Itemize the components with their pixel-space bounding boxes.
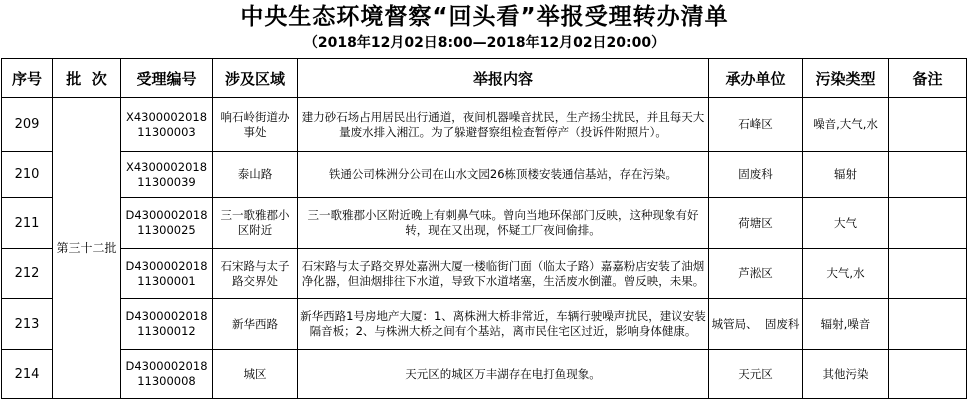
row-unit: 芦淞区 <box>709 249 803 299</box>
row-unit: 石峰区 <box>709 98 803 152</box>
row-unit: 天元区 <box>709 350 803 399</box>
table-row <box>2 249 967 299</box>
header-index: 序号 <box>2 59 53 98</box>
row-area: 响石岭街道办事处 <box>213 98 298 152</box>
row-id: D430000201811300012 <box>121 299 213 350</box>
row-content: 铁通公司株洲分公司在山水文园26栋顶楼安装通信基站，存在污染。 <box>298 152 709 198</box>
batch-cell: 第三十二批 <box>53 98 121 399</box>
table-header-row <box>2 59 967 98</box>
row-pollution: 噪音,大气,水 <box>803 98 889 152</box>
row-area: 三一歌雅郡小区附近 <box>213 198 298 249</box>
header-area: 涉及区域 <box>213 59 298 98</box>
row-content: 天元区的城区万丰湖存在电打鱼现象。 <box>298 350 709 399</box>
report-table <box>1 58 967 399</box>
page-subtitle: （2018年12月02日8:00—2018年12月02日20:00） <box>303 35 666 51</box>
page-title: 中央生态环境督察“回头看”举报受理转办清单 <box>240 4 729 30</box>
row-area: 石宋路与太子路交界处 <box>213 249 298 299</box>
row-index: 213 <box>2 299 53 350</box>
header-content: 举报内容 <box>298 59 709 98</box>
row-note <box>889 350 967 399</box>
row-unit: 固废科 <box>709 152 803 198</box>
table-row <box>2 198 967 249</box>
row-pollution: 辐射,噪音 <box>803 299 889 350</box>
table-row <box>2 98 967 152</box>
row-content: 新华西路1号房地产大厦：1、离株洲大桥非常近，车辆行驶噪声扰民，建议安装隔音板；2、与株洲大桥之间有个基站，离市民住宅区过近，影响身体健康。 <box>298 299 709 350</box>
row-content: 三一歌雅郡小区附近晚上有刺鼻气味。曾向当地环保部门反映，这种现象有好转，现在又出现，怀疑工厂夜间偷排。 <box>298 198 709 249</box>
row-id: D430000201811300025 <box>121 198 213 249</box>
row-note <box>889 249 967 299</box>
header-pollution: 污染类型 <box>803 59 889 98</box>
header-batch: 批 次 <box>53 59 121 98</box>
row-pollution: 大气,水 <box>803 249 889 299</box>
table-row <box>2 299 967 350</box>
table-row <box>2 152 967 198</box>
table-row <box>2 350 967 399</box>
row-unit: 城管局、 固废科 <box>709 299 803 350</box>
row-index: 212 <box>2 249 53 299</box>
row-id: D430000201811300008 <box>121 350 213 399</box>
row-index: 209 <box>2 98 53 152</box>
row-note <box>889 198 967 249</box>
row-pollution: 其他污染 <box>803 350 889 399</box>
header-unit: 承办单位 <box>709 59 803 98</box>
row-pollution: 大气 <box>803 198 889 249</box>
row-id: X430000201811300039 <box>121 152 213 198</box>
row-index: 211 <box>2 198 53 249</box>
row-area: 新华西路 <box>213 299 298 350</box>
row-note <box>889 98 967 152</box>
row-note <box>889 299 967 350</box>
row-id: D430000201811300001 <box>121 249 213 299</box>
row-content: 石宋路与太子路交界处嘉洲大厦一楼临街门面（临太子路）嘉嘉粉店安装了油烟净化器，但油烟排往下水道，导致下水道堵塞，生活废水倒灌。曾反映，未果。 <box>298 249 709 299</box>
row-area: 泰山路 <box>213 152 298 198</box>
row-index: 210 <box>2 152 53 198</box>
row-id: X430000201811300003 <box>121 98 213 152</box>
row-index: 214 <box>2 350 53 399</box>
row-pollution: 辐射 <box>803 152 889 198</box>
row-area: 城区 <box>213 350 298 399</box>
row-content: 建力砂石场占用居民出行通道，夜间机器噪音扰民，生产扬尘扰民，并且每天大量废水排入湘江。为了躲避督察组检查暂停产（投诉件附照片）。 <box>298 98 709 152</box>
header-id: 受理编号 <box>121 59 213 98</box>
header-note: 备注 <box>889 59 967 98</box>
row-unit: 荷塘区 <box>709 198 803 249</box>
row-note <box>889 152 967 198</box>
